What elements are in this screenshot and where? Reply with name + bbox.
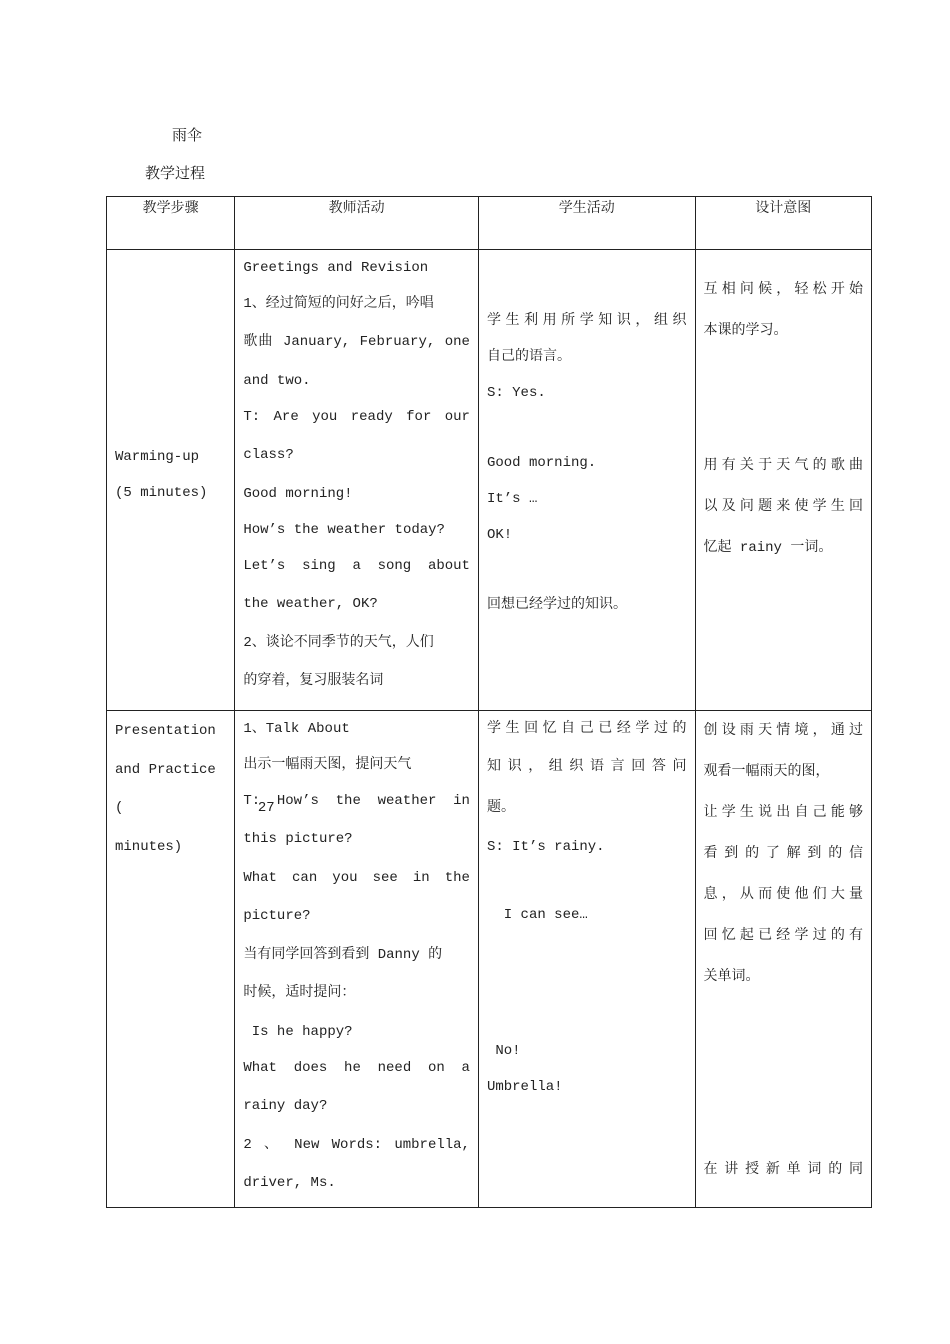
student-line: 知识，组织语言回答问 bbox=[486, 759, 687, 775]
student-line: 回想已经学过的知识。 bbox=[486, 597, 627, 613]
intent-line: 本课的学习。 bbox=[703, 323, 788, 339]
intent-line: 用有关于天气的歌曲 bbox=[703, 458, 863, 474]
student-line: Umbrella! bbox=[486, 1079, 563, 1095]
teacher-line: and two. bbox=[243, 373, 311, 389]
teacher-line: this picture? bbox=[243, 831, 353, 847]
teacher-activity-cell bbox=[235, 250, 479, 711]
teacher-line: 2、谈论不同季节的天气，人们 bbox=[243, 635, 434, 651]
step-cell bbox=[107, 250, 235, 711]
step-line: ( 27 bbox=[115, 800, 275, 816]
intent-line: 创设雨天情境，通过 bbox=[703, 723, 863, 739]
step-line: Presentation bbox=[115, 723, 216, 739]
intent-line: 让学生说出自己能够 bbox=[703, 805, 863, 821]
step-line: Warming-up bbox=[115, 449, 200, 465]
student-activity-cell bbox=[478, 250, 695, 711]
student-line: 题。 bbox=[486, 800, 515, 816]
student-line: Good morning. bbox=[486, 455, 597, 471]
teacher-line: 1、经过简短的问好之后，吟唱 bbox=[243, 296, 434, 312]
teacher-line: 出示一幅雨天图，提问天气 bbox=[243, 757, 412, 773]
teacher-line: 2 、 New Words: umbrella, bbox=[243, 1137, 470, 1153]
table-header-row bbox=[107, 197, 872, 250]
teacher-line: picture? bbox=[243, 908, 311, 924]
table-row bbox=[107, 711, 872, 1208]
teacher-line: 时候，适时提问： bbox=[243, 985, 356, 1001]
intent-line: 在讲授新单词的同 bbox=[703, 1162, 863, 1178]
teacher-line: What can you see in the bbox=[243, 870, 470, 886]
student-line: No! bbox=[486, 1043, 521, 1059]
lesson-plan-table bbox=[106, 196, 872, 1208]
intent-line: 以及问题来使学生回 bbox=[703, 499, 863, 515]
step-cell bbox=[107, 711, 275, 1208]
teacher-line: How’s the weather today? bbox=[243, 522, 445, 538]
step-line: minutes) bbox=[115, 839, 183, 855]
teacher-line: Let’s sing a song about bbox=[243, 558, 470, 574]
teacher-line: Is he happy? bbox=[243, 1024, 353, 1040]
student-line: OK! bbox=[486, 527, 513, 543]
teacher-line: the weather, OK? bbox=[243, 596, 378, 612]
teacher-line: class? bbox=[243, 447, 294, 463]
teacher-line: What does he need on a bbox=[243, 1060, 470, 1076]
header-teacher-activity: 教师活动 bbox=[235, 197, 479, 250]
student-line: 自己的语言。 bbox=[486, 349, 571, 365]
teacher-activity-cell bbox=[235, 711, 479, 1208]
teacher-line: 歌曲 January, February, one bbox=[243, 334, 470, 350]
teacher-line: rainy day? bbox=[243, 1098, 328, 1114]
header-design-intent: 设计意图 bbox=[695, 197, 871, 250]
teacher-line: Greetings and Revision bbox=[243, 260, 429, 276]
intent-line: 看到的了解到的信 bbox=[703, 846, 863, 862]
teacher-line: driver, Ms. bbox=[243, 1175, 336, 1191]
student-line: It’s … bbox=[486, 491, 538, 507]
student-activity-cell bbox=[478, 711, 695, 1208]
table-row bbox=[107, 250, 872, 711]
section-heading: 教学过程 bbox=[145, 164, 206, 182]
student-line: S: It’s rainy. bbox=[486, 839, 605, 855]
student-line: I can see… bbox=[486, 907, 588, 923]
step-line: (5 minutes) bbox=[115, 485, 208, 501]
header-step: 教学步骤 bbox=[107, 197, 235, 250]
teacher-line: 1、Talk About bbox=[243, 721, 350, 737]
student-line: S: Yes. bbox=[486, 385, 546, 401]
design-intent-cell bbox=[695, 711, 871, 1208]
teacher-line: Good morning! bbox=[243, 486, 353, 502]
intent-line: 互相问候，轻松开始 bbox=[703, 282, 863, 298]
header-student-activity: 学生活动 bbox=[478, 197, 695, 250]
intent-line: 忆起 rainy 一词。 bbox=[703, 540, 833, 556]
student-line: 学生利用所学知识，组织 bbox=[486, 313, 687, 329]
intent-line: 观看一幅雨天的图， bbox=[703, 764, 830, 780]
design-intent-cell bbox=[695, 250, 871, 711]
document-title: 雨伞 bbox=[172, 126, 203, 144]
student-line: 学生回忆自己已经学过的 bbox=[486, 721, 687, 737]
intent-line: 回忆起已经学过的有 bbox=[703, 928, 863, 944]
teacher-line: T: How’s the weather in bbox=[243, 793, 470, 809]
step-line: and Practice bbox=[115, 762, 216, 778]
teacher-line: 当有同学回答到看到 Danny 的 bbox=[243, 947, 443, 963]
teacher-line: 的穿着，复习服装名词 bbox=[243, 673, 384, 689]
intent-line: 关单词。 bbox=[703, 969, 760, 985]
teacher-line: T: Are you ready for our bbox=[243, 409, 470, 425]
intent-line: 息，从而使他们大量 bbox=[703, 887, 863, 903]
